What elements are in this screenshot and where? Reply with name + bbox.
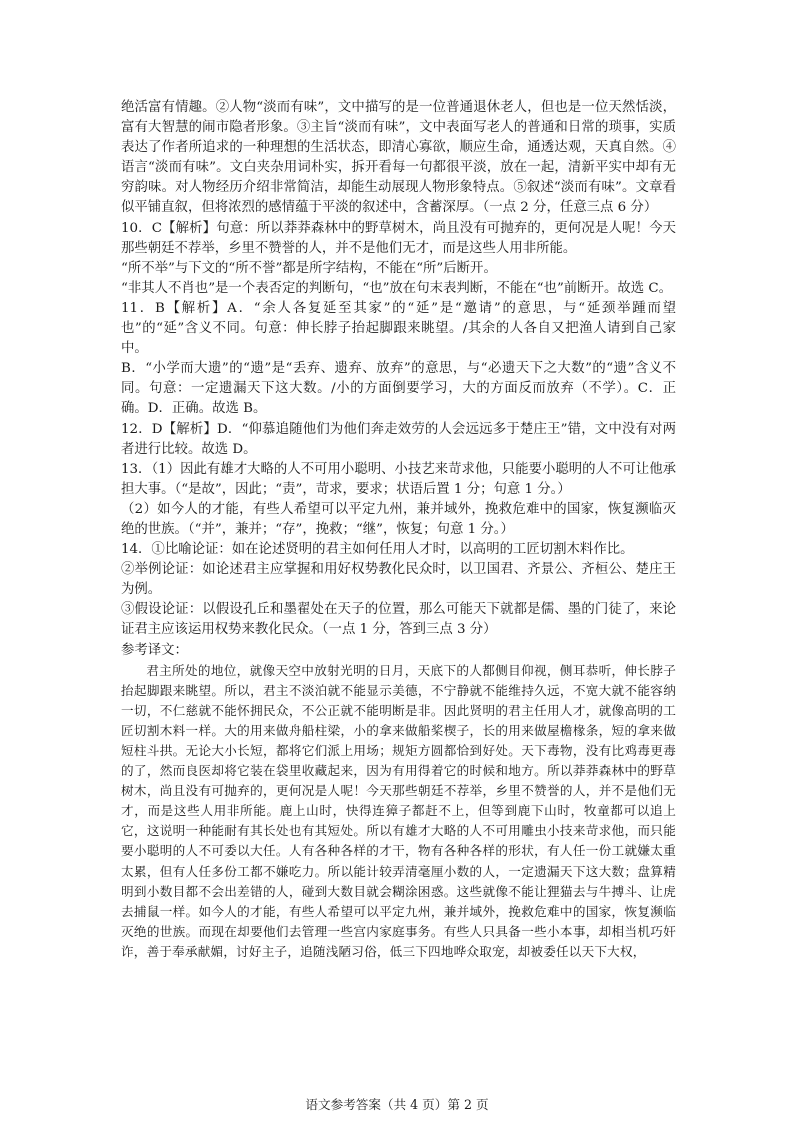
answer-10: 10．C【解析】句意：所以莽莽森林中的野草树木，尚且没有可抛弃的，更何况是人呢！今天那些朝廷不荐举，乡里不赞誉的人，并不是他们无才，而是这些人用非所能。 — [121, 220, 676, 256]
answer-13-1: 13．（1）因此有雄才大略的人不可用小聪明、小技艺来苛求他，只能要小聪明的人不可让他承担大事。（“是故”，因此；“责”，苛求，要求；状语后置 1 分；句意 1 分。） — [121, 461, 676, 497]
translation-paragraph: 君主所处的地位，就像天空中放射光明的日月，天底下的人都侧目仰视，侧耳恭听，伸长脖子抬起脚跟来眺望。所以，君主不淡泊就不能显示美德，不宁静就不能维持久远，不宽大就不能容纳一切，不仁慈就不能怀拥民众，不公正就不能明断是非。因此贤明的君主任用人才，就像高明的工匠切割木料一样。大的用来做舟船柱梁，小的拿来做船桨楔子，长的用来做屋檐椽条，短的拿来做短柱斗拱。无论大小长短，都将它们派上用场；规矩方圆都恰到好处。天下毒物，没有比鸡毒更毒的了，然而良医却将它装在袋里收藏起来，因为有用得着它的时候和地方。所以莽莽森林中的野草树木，尚且没有可抛弃的，更何况是人呢！今天那些朝廷不荐举，乡里不赞誉的人，并不是他们无才，而是这些人用非所能。鹿上山时，快得连獐子都赶不上，但等到鹿下山时，牧童都可以追上它，这说明一种能耐有其长处也有其短处。所以有雄才大略的人不可用雕虫小技来苛求他，而只能要小聪明的人不可委以大任。人有各种各样的才干，物有各种各样的形状，有人任一份工就嫌太重太累，但有人任多份工都不嫌吃力。所以能计较弄清毫厘小数的人，一定遗漏天下这大数；盘算精明到小数目都不会出差错的人，碰到大数目就会糊涂困惑。这些就像不能让狸猫去与牛搏斗、让虎去捕鼠一样。如今人的才能，有些人希望可以平定九州，兼并域外，挽救危难中的国家，恢复濒临灭绝的世族。而现在却要他们去管理一些宫内家庭事务。有些人只具备一些小本事，却相当机巧奸诈，善于奉承献媚，讨好主子，追随浅陋习俗，低三下四地哗众取宠，却被委任以天下大权， — [121, 662, 676, 959]
answer-14-1: 14．①比喻论证：如在论述贤明的君主如何任用人才时，以高明的工匠切割木料作比。 — [121, 542, 634, 558]
answer-paragraph-9-continued: 绝活富有情趣。②人物“淡而有味”，文中描写的是一位普通退休老人，但也是一位天然恬淡，富有大智慧的闹市隐者形象。③主旨“淡而有味”，文中表面写老人的普通和日常的琐事，实质表达了作者所追求的一种理想的生活状态，即清心寡欲，顺应生命，通透达观，天真自然。④语言“淡而有味”。文白夹杂用词朴实，拆开看每一句都很平淡，放在一起，清新平实中却有无穷韵味。对人物经历介绍非常简洁，却能生动展现人物形象特点。⑤叙述“淡而有味”。文章看似平铺直叙，但将浓烈的感情蕴于平淡的叙述中，含蓄深厚。（一点 2 分，任意三点 6 分） — [121, 100, 676, 216]
answer-10-note-2: “非其人不肖也”是一个表否定的判断句，“也”放在句末表判断，不能在“也”前断开。故选 C。 — [121, 280, 673, 296]
reference-translation — [121, 661, 676, 962]
answer-12: 12．D【解析】D．“仰慕追随他们为他们奔走效劳的人会远远多于楚庄王”错，文中没有对两者进行比较。故选 D。 — [121, 421, 676, 457]
answer-content — [121, 98, 676, 962]
answer-13-2: （2）如今人的才能，有些人希望可以平定九州，兼并域外，挽救危难中的国家，恢复濒临灭绝的世族。（“并”，兼并；“存”，挽救；“继”，恢复；句意 1 分。） — [121, 501, 676, 537]
answer-11-option-b: B．“小学而大遗”的“遗”是“丢弃、遗弃、放弃”的意思，与“必遗天下之大数”的“遗”含义不同。句意：一定遗漏天下这大数。/小的方面倒要学习，大的方面反而放弃（不学）。C．正确。D．正确。故选 B。 — [121, 361, 676, 417]
answer-11: 11．B【解析】A．“余人各复延至其家”的“延”是“邀请”的意思，与“延颈举踵而望也”的“延”含义不同。句意：伸长脖子抬起脚跟来眺望。/其余的人各自又把渔人请到自己家中。 — [121, 300, 676, 357]
answer-14-3: ③假设论证：以假设孔丘和墨翟处在天子的位置，那么可能天下就都是儒、墨的门徒了，来论证君主应该运用权势来教化民众。（一点 1 分，答到三点 3 分） — [121, 602, 676, 638]
page-footer: 语文参考答案（共 4 页）第 2 页 — [305, 1097, 489, 1112]
answer-14-2: ②举例论证：如论述君主应掌握和用好权势教化民众时，以卫国君、齐景公、齐桓公、楚庄王为例。 — [121, 562, 676, 598]
answer-10-note-1: “所不举”与下文的“所不誉”都是所字结构，不能在“所”后断开。 — [121, 260, 497, 276]
reference-translation-title: 参考译文： — [121, 642, 188, 658]
